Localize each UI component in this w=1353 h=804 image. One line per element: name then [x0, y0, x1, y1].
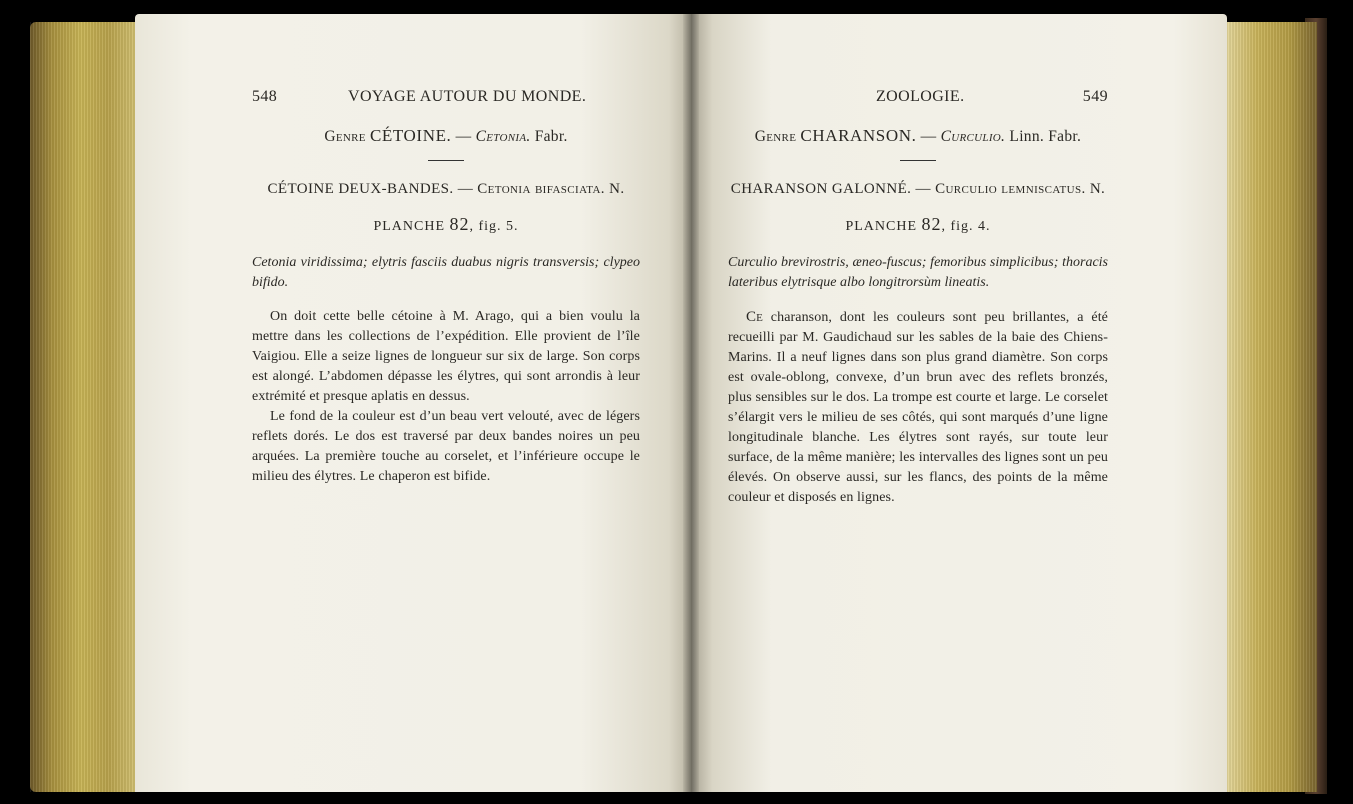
- right-page-content: [728, 88, 1108, 508]
- left-genre-heading: [252, 126, 640, 146]
- plate-figure: , fig. 5.: [469, 219, 519, 234]
- right-divider-rule: [900, 160, 936, 161]
- left-page-content: [252, 88, 640, 487]
- plate-label: PLANCHE: [845, 219, 917, 234]
- right-species-heading: [728, 181, 1108, 198]
- book-gutter: [683, 14, 699, 792]
- left-page-edges: [30, 22, 142, 792]
- genre-author: Fabr.: [534, 128, 568, 145]
- species-name: CHARANSON GALONNÉ.: [730, 181, 912, 197]
- genre-dash: —: [920, 128, 937, 145]
- plate-number: 82: [921, 214, 942, 234]
- paragraph-text: charanson, dont les couleurs sont peu brillantes, a été recueilli par M. Gaudichaud sur les sables de la baie des Chiens-Marins. Il a neuf lignes dans son plus grand diamètre. Son corps est ovale-oblong, convexe, d’un brun avec des reflets bronzés, plus sensibles sur le dos. La trompe est courte et large. Le corselet s’élargit vers le milieu de ses côtés, qui sont marqués d’une ligne longitudinale blanche. Les élytres sont rayés, sur toute leur surface, de la même manière; les intervalles des lignes sont un peu élevés. On observe aussi, sur les flancs, des points de la même couleur et disposés en lignes.: [728, 310, 1108, 505]
- genre-label: Genre: [754, 128, 797, 145]
- plate-number: 82: [449, 214, 470, 234]
- plate-label: PLANCHE: [373, 219, 445, 234]
- genre-latin: Cetonia.: [475, 128, 531, 145]
- right-genre-heading: [728, 126, 1108, 146]
- left-paragraph-2: Le fond de la couleur est d’un beau vert velouté, avec de légers reflets dorés. Le dos est traversé par deux bandes noires un peu arquées. La première touche au corselet, et l’inférieure occupe le milieu des élytres. Le chaperon est bifide.: [252, 409, 640, 484]
- first-word: Ce: [746, 309, 763, 325]
- left-page-number: 548: [252, 88, 278, 105]
- left-latin-diagnosis: Cetonia viridissima; elytris fasciis duabus nigris transversis; clypeo bifido.: [252, 255, 640, 290]
- genre-latin: Curculio.: [940, 128, 1006, 145]
- genre-dash: —: [455, 128, 472, 145]
- genre-author: Linn. Fabr.: [1009, 128, 1082, 145]
- right-page-edges: [1225, 22, 1317, 792]
- left-running-title: VOYAGE AUTOUR DU MONDE.: [348, 88, 587, 105]
- left-divider-rule: [428, 160, 464, 161]
- genre-name: CÉTOINE.: [369, 126, 452, 145]
- species-latin: Cetonia bifasciata.: [477, 181, 605, 197]
- right-plate-reference: [728, 214, 1108, 235]
- right-paragraph-1: [728, 307, 1108, 508]
- left-running-head: [252, 88, 640, 110]
- species-author: N.: [1089, 181, 1106, 197]
- left-paragraph-1: On doit cette belle cétoine à M. Arago, qui a bien voulu la mettre dans les collections de l’expédition. Elle provient de l’île Vaigiou. Elle a seize lignes de longueur sur six de large. Son corps est alongé. L’abdomen dépasse les élytres, qui sont arrondis à leur extrémité et presque aplatis en dessus.: [252, 309, 640, 404]
- left-species-heading: [252, 181, 640, 198]
- genre-name: CHARANSON.: [800, 126, 917, 145]
- species-dash: —: [915, 181, 931, 197]
- left-plate-reference: [252, 214, 640, 235]
- species-dash: —: [457, 181, 474, 197]
- plate-figure: , fig. 4.: [941, 219, 991, 234]
- right-page-number: 549: [1082, 88, 1108, 105]
- species-name: CÉTOINE DEUX-BANDES.: [267, 181, 454, 197]
- right-running-title: ZOOLOGIE.: [876, 88, 965, 105]
- right-latin-diagnosis: Curculio brevirostris, æneo-fuscus; femoribus simplicibus; thoracis lateribus elytrisque albo longitrorsùm lineatis.: [728, 255, 1108, 290]
- species-author: N.: [609, 181, 625, 197]
- right-running-head: [728, 88, 1108, 110]
- genre-label: Genre: [324, 128, 366, 145]
- species-latin: Curculio lemniscatus.: [935, 181, 1086, 197]
